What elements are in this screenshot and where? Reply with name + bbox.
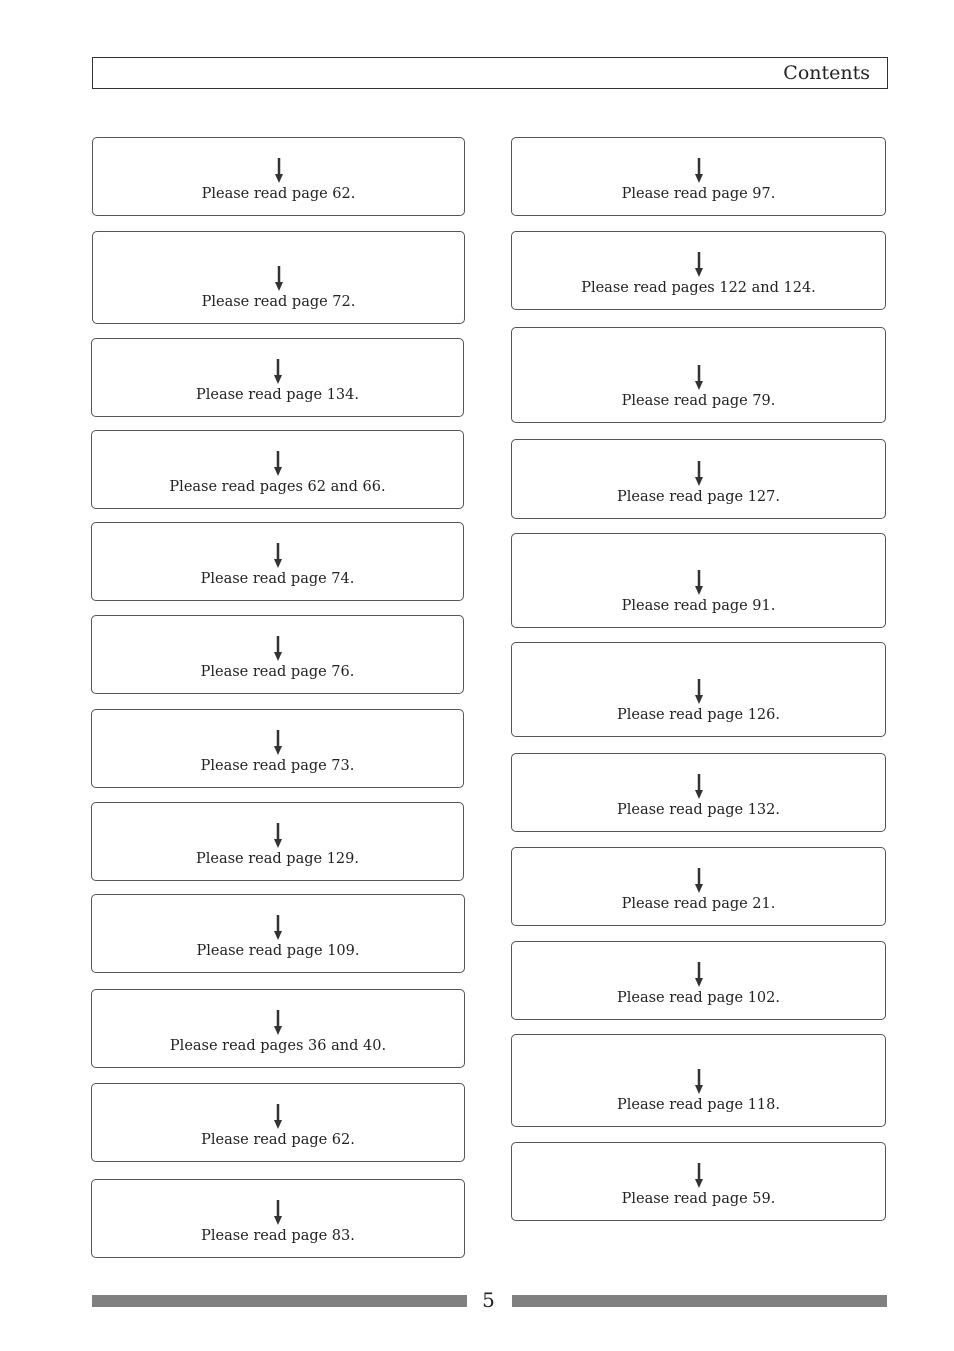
- arrow-down-icon: [273, 451, 283, 477]
- left-box-2: [92, 231, 465, 324]
- arrow-down-icon: [273, 1104, 283, 1130]
- page-title: Contents: [783, 62, 870, 84]
- arrow-down-icon: [694, 1163, 704, 1189]
- right-box-7: [511, 753, 886, 832]
- arrow-down-icon: [273, 1010, 283, 1036]
- right-box-3: [511, 327, 886, 423]
- page-number: 5: [482, 1288, 495, 1312]
- page-reference: Please read page 59.: [621, 1191, 776, 1207]
- left-box-6: [91, 615, 464, 694]
- page-reference: Please read page 129.: [196, 851, 359, 867]
- left-box-8: [91, 802, 464, 881]
- right-box-6: [511, 642, 886, 737]
- arrow-down-icon: [694, 868, 704, 894]
- arrow-down-icon: [273, 636, 283, 662]
- page-reference: Please read page 76.: [200, 664, 355, 680]
- page-reference: Please read page 102.: [617, 990, 780, 1006]
- arrow-down-icon: [273, 543, 283, 569]
- page-reference: Please read page 127.: [617, 489, 780, 505]
- page-reference: Please read page 62.: [201, 186, 356, 202]
- footer-bar-right: [512, 1295, 887, 1307]
- page-reference: Please read page 79.: [621, 393, 776, 409]
- right-box-5: [511, 533, 886, 628]
- page-reference: Please read pages 36 and 40.: [169, 1038, 387, 1054]
- page-reference: Please read page 72.: [201, 294, 356, 310]
- arrow-down-icon: [273, 359, 283, 385]
- arrow-down-icon: [694, 158, 704, 184]
- page-reference: Please read page 126.: [617, 707, 780, 723]
- footer-bar-left: [92, 1295, 467, 1307]
- left-box-4: [91, 430, 464, 509]
- page-reference: Please read page 134.: [196, 387, 359, 403]
- left-box-12: [91, 1179, 465, 1258]
- left-box-11: [91, 1083, 465, 1162]
- arrow-down-icon: [694, 461, 704, 487]
- right-box-1: [511, 137, 886, 216]
- arrow-down-icon: [273, 915, 283, 941]
- page-reference: Please read page 109.: [196, 943, 360, 959]
- page-reference: Please read page 132.: [617, 802, 780, 818]
- page-reference: Please read pages 62 and 66.: [169, 479, 386, 495]
- arrow-down-icon: [694, 679, 704, 705]
- arrow-down-icon: [694, 252, 704, 278]
- arrow-down-icon: [273, 823, 283, 849]
- page-reference: Please read page 74.: [200, 571, 355, 587]
- arrow-down-icon: [274, 158, 284, 184]
- page-reference: Please read page 118.: [617, 1097, 780, 1113]
- left-box-3: [91, 338, 464, 417]
- page-reference: Please read page 91.: [621, 598, 776, 614]
- arrow-down-icon: [694, 365, 704, 391]
- arrow-down-icon: [273, 1200, 283, 1226]
- arrow-down-icon: [274, 266, 284, 292]
- right-box-11: [511, 1142, 886, 1221]
- right-box-9: [511, 941, 886, 1020]
- left-box-1: [92, 137, 465, 216]
- page-reference: Please read page 62.: [201, 1132, 355, 1148]
- arrow-down-icon: [694, 1069, 704, 1095]
- left-box-9: [91, 894, 465, 973]
- page-reference: Please read page 21.: [621, 896, 776, 912]
- arrow-down-icon: [273, 730, 283, 756]
- right-box-2: [511, 231, 886, 310]
- page-reference: Please read page 97.: [621, 186, 776, 202]
- arrow-down-icon: [694, 570, 704, 596]
- right-box-4: [511, 439, 886, 519]
- left-box-10: [91, 989, 465, 1068]
- page-reference: Please read pages 122 and 124.: [581, 280, 816, 296]
- right-box-10: [511, 1034, 886, 1127]
- page-reference: Please read page 83.: [201, 1228, 355, 1244]
- page-reference: Please read page 73.: [200, 758, 355, 774]
- left-box-7: [91, 709, 464, 788]
- arrow-down-icon: [694, 962, 704, 988]
- arrow-down-icon: [694, 774, 704, 800]
- left-box-5: [91, 522, 464, 601]
- header-frame: [92, 57, 888, 89]
- right-box-8: [511, 847, 886, 926]
